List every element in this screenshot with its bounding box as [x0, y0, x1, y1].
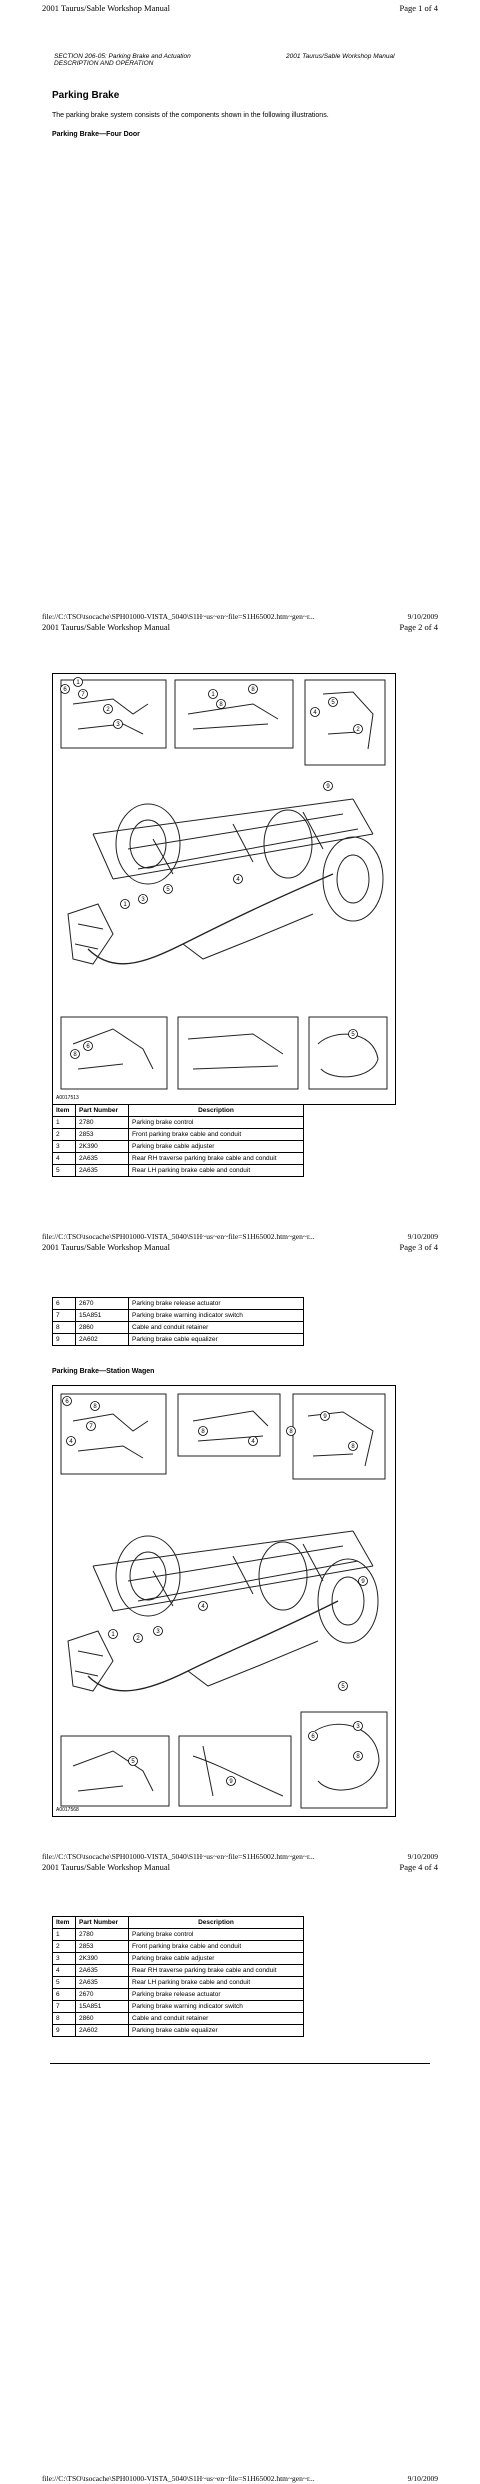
cell-part: 2A602: [76, 2025, 129, 2037]
table-row: [53, 1129, 304, 1141]
callout-number: 9: [229, 1779, 233, 1786]
cell-desc: Parking brake control: [129, 1929, 304, 1941]
heading-four-door: Parking Brake—Four Door: [52, 131, 140, 138]
diagram-four-door: [52, 673, 396, 1105]
callout-number: 6: [311, 1734, 315, 1741]
cell-part: 2A635: [76, 1153, 129, 1165]
cell-desc: Parking brake cable adjuster: [129, 1141, 304, 1153]
cell-item: 5: [53, 1165, 76, 1177]
footer-date: 9/10/2009: [407, 612, 438, 621]
callout-number: 7: [89, 1424, 93, 1431]
callout-number: 1: [111, 1632, 115, 1639]
cell-part: 15A851: [76, 2001, 129, 2013]
callout-number: 5: [341, 1684, 345, 1691]
callout-number: 9: [361, 1579, 365, 1586]
footer-date: 9/10/2009: [407, 2474, 438, 2483]
cell-item: 2: [53, 1941, 76, 1953]
page1-header-page: Page 1 of 4: [399, 3, 438, 13]
table-row: [53, 1141, 304, 1153]
cell-desc: Rear RH traverse parking brake cable and conduit: [129, 1965, 304, 1977]
station-wagon-diagram-svg: [53, 1386, 395, 1816]
cell-desc: Cable and conduit retainer: [129, 2013, 304, 2025]
callout-number: 6: [65, 1399, 69, 1406]
table-row: [53, 1117, 304, 1129]
parts-table-four-door-continued: [52, 1297, 304, 1346]
section-manual-name: 2001 Taurus/Sable Workshop Manual: [286, 53, 395, 60]
table-row: [53, 2025, 304, 2037]
cell-part: 2A602: [76, 1334, 129, 1346]
cell-item: 7: [53, 1310, 76, 1322]
cell-desc: Parking brake release actuator: [129, 1298, 304, 1310]
callout-number: 2: [136, 1636, 140, 1643]
cell-item: 9: [53, 1334, 76, 1346]
callout-number: 8: [93, 1404, 97, 1411]
page4-header-page: Page 4 of 4: [399, 1862, 438, 1872]
cell-part: 2860: [76, 1322, 129, 1334]
callout-number: 8: [356, 1754, 360, 1761]
callout-number: 4: [313, 710, 317, 717]
cell-desc: Front parking brake cable and conduit: [129, 1941, 304, 1953]
table-row: [53, 1953, 304, 1965]
page1-header-title: 2001 Taurus/Sable Workshop Manual: [42, 3, 171, 13]
table-row: [53, 1977, 304, 1989]
callout-number: 8: [351, 1444, 355, 1451]
cell-desc: Front parking brake cable and conduit: [129, 1129, 304, 1141]
cell-item: 5: [53, 1977, 76, 1989]
table-row: [53, 2013, 304, 2025]
cell-part: 2860: [76, 2013, 129, 2025]
figure-id-station-wagon: A0017568: [56, 1807, 79, 1813]
table-header-row: [53, 1105, 304, 1117]
callout-number: 5: [131, 1759, 135, 1766]
figure-id-four-door: A0017513: [56, 1095, 79, 1101]
page2-header-page: Page 2 of 4: [399, 622, 438, 632]
diagram-station-wagon: [52, 1385, 396, 1817]
cell-desc: Parking brake cable equalizer: [129, 2025, 304, 2037]
cell-part: 2A635: [76, 1965, 129, 1977]
callout-number: 6: [63, 687, 67, 694]
col-item: Item: [53, 1105, 76, 1117]
cell-item: 6: [53, 1298, 76, 1310]
cell-item: 9: [53, 2025, 76, 2037]
callout-number: 5: [351, 1032, 355, 1039]
callout-number: 9: [323, 1414, 327, 1421]
callout-number: 1: [211, 692, 215, 699]
cell-desc: Parking brake cable adjuster: [129, 1953, 304, 1965]
cell-item: 7: [53, 2001, 76, 2013]
footer-path: file://C:\TSO\tsocache\SPH01000-VISTA_5040\S1H~us~en~file=S1H65002.htm~gen~r...: [42, 1852, 315, 1861]
col-item: Item: [53, 1917, 76, 1929]
end-divider: [50, 2063, 430, 2064]
callout-number: 4: [69, 1439, 73, 1446]
table-row: [53, 1310, 304, 1322]
table-row: [53, 2001, 304, 2013]
callout-number: 1: [123, 902, 127, 909]
cell-desc: Rear LH parking brake cable and conduit: [129, 1977, 304, 1989]
callout-number: 8: [201, 1429, 205, 1436]
table-row: [53, 1989, 304, 2001]
footer-path: file://C:\TSO\tsocache\SPH01000-VISTA_5040\S1H~us~en~file=S1H65002.htm~gen~r...: [42, 1232, 315, 1241]
callout-number: 8: [251, 687, 255, 694]
cell-desc: Parking brake control: [129, 1117, 304, 1129]
cell-part: 2670: [76, 1298, 129, 1310]
cell-desc: Rear LH parking brake cable and conduit: [129, 1165, 304, 1177]
table-row: [53, 1941, 304, 1953]
table-row: [53, 1322, 304, 1334]
table-row: [53, 1153, 304, 1165]
callout-number: 5: [331, 700, 335, 707]
cell-desc: Parking brake warning indicator switch: [129, 1310, 304, 1322]
parts-table-station-wagon: [52, 1916, 304, 2037]
cell-item: 1: [53, 1117, 76, 1129]
callout-number: 3: [116, 722, 120, 729]
cell-part: 2780: [76, 1929, 129, 1941]
cell-item: 3: [53, 1141, 76, 1153]
footer-path: file://C:\TSO\tsocache\SPH01000-VISTA_5040\S1H~us~en~file=S1H65002.htm~gen~r...: [42, 2474, 315, 2483]
cell-item: 2: [53, 1129, 76, 1141]
cell-item: 1: [53, 1929, 76, 1941]
callout-number: 2: [356, 727, 360, 734]
table-row: [53, 1298, 304, 1310]
cell-item: 4: [53, 1965, 76, 1977]
cell-item: 3: [53, 1953, 76, 1965]
callout-number: 5: [166, 887, 170, 894]
table-header-row: [53, 1917, 304, 1929]
callout-number: 4: [251, 1439, 255, 1446]
table-row: [53, 1165, 304, 1177]
cell-desc: Rear RH traverse parking brake cable and conduit: [129, 1153, 304, 1165]
callout-number: 3: [156, 1629, 160, 1636]
callout-number: 4: [201, 1604, 205, 1611]
col-description: Description: [129, 1917, 304, 1929]
callout-number: 9: [326, 784, 330, 791]
cell-part: 2853: [76, 1129, 129, 1141]
cell-part: 2780: [76, 1117, 129, 1129]
callout-number: 8: [219, 702, 223, 709]
footer-date: 9/10/2009: [407, 1852, 438, 1861]
callout-number: 3: [141, 897, 145, 904]
cell-item: 4: [53, 1153, 76, 1165]
cell-part: 2853: [76, 1941, 129, 1953]
callout-number: 6: [86, 1044, 90, 1051]
col-part-number: Part Number: [76, 1917, 129, 1929]
page2-header-title: 2001 Taurus/Sable Workshop Manual: [42, 622, 171, 632]
callout-number: 4: [236, 877, 240, 884]
col-part-number: Part Number: [76, 1105, 129, 1117]
cell-item: 6: [53, 1989, 76, 2001]
footer-date: 9/10/2009: [407, 1232, 438, 1241]
callout-number: 8: [73, 1052, 77, 1059]
page3-header-title: 2001 Taurus/Sable Workshop Manual: [42, 1242, 171, 1252]
heading-station-wagon: Parking Brake—Station Wagen: [52, 1368, 155, 1375]
cell-part: 2A635: [76, 1977, 129, 1989]
section-subtitle: DESCRIPTION AND OPERATION: [54, 60, 154, 67]
callout-number: 8: [289, 1429, 293, 1436]
cell-desc: Cable and conduit retainer: [129, 1322, 304, 1334]
table-row: [53, 1965, 304, 1977]
cell-part: 2K390: [76, 1953, 129, 1965]
cell-desc: Parking brake cable equalizer: [129, 1334, 304, 1346]
parts-table-four-door: [52, 1104, 304, 1177]
cell-part: 2670: [76, 1989, 129, 2001]
section-title: SECTION 206-05: Parking Brake and Actuation: [54, 53, 191, 60]
cell-item: 8: [53, 2013, 76, 2025]
cell-part: 2K390: [76, 1141, 129, 1153]
col-description: Description: [129, 1105, 304, 1117]
page3-header-page: Page 3 of 4: [399, 1242, 438, 1252]
callout-number: 1: [76, 680, 80, 687]
four-door-diagram-svg: [53, 674, 395, 1104]
table-row: [53, 1334, 304, 1346]
intro-text: The parking brake system consists of the components shown in the following illustrations.: [52, 112, 329, 119]
callout-number: 2: [106, 707, 110, 714]
callout-number: 7: [81, 692, 85, 699]
cell-part: 15A851: [76, 1310, 129, 1322]
callout-number: 3: [356, 1724, 360, 1731]
cell-part: 2A635: [76, 1165, 129, 1177]
cell-desc: Parking brake warning indicator switch: [129, 2001, 304, 2013]
footer-path: file://C:\TSO\tsocache\SPH01000-VISTA_5040\S1H~us~en~file=S1H65002.htm~gen~r...: [42, 612, 315, 621]
table-row: [53, 1929, 304, 1941]
cell-item: 8: [53, 1322, 76, 1334]
cell-desc: Parking brake release actuator: [129, 1989, 304, 2001]
page-title: Parking Brake: [52, 90, 120, 101]
page4-header-title: 2001 Taurus/Sable Workshop Manual: [42, 1862, 171, 1872]
